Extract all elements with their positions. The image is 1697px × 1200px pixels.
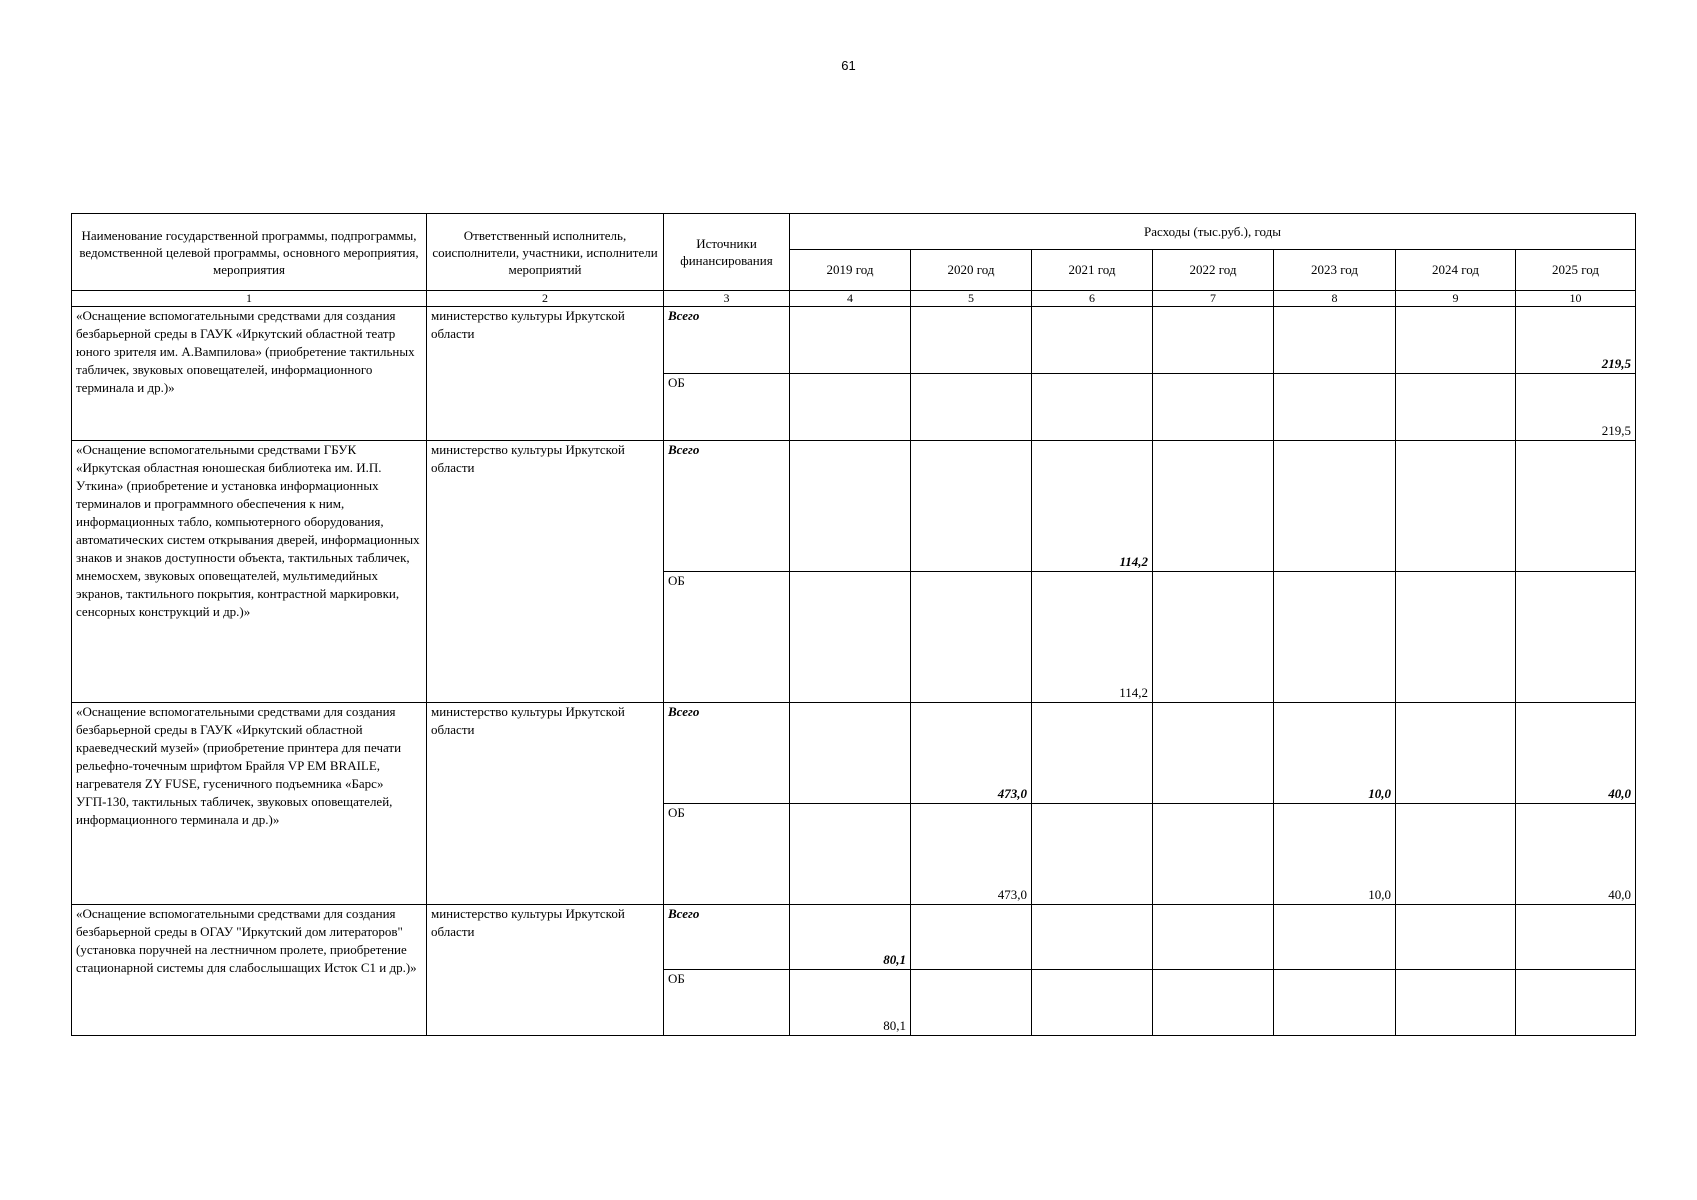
column-number: 7 (1153, 291, 1274, 307)
table-row-total (72, 703, 1636, 804)
amount-cell (1516, 572, 1636, 703)
amount-cell (1274, 905, 1396, 970)
source-total: Всего (664, 441, 790, 572)
source-total: Всего (664, 703, 790, 804)
source-ob: ОБ (664, 970, 790, 1036)
amount-cell (1274, 970, 1396, 1036)
year-header: 2022 год (1153, 250, 1274, 291)
amount-cell (911, 905, 1032, 970)
year-header: 2019 год (790, 250, 911, 291)
column-number: 8 (1274, 291, 1396, 307)
amount-cell: 219,5 (1516, 374, 1636, 441)
amount-cell (1032, 374, 1153, 441)
amount-cell: 80,1 (790, 970, 911, 1036)
amount-cell (790, 804, 911, 905)
column-number: 9 (1396, 291, 1516, 307)
amount-cell (790, 441, 911, 572)
header-expenses: Расходы (тыс.руб.), годы (790, 214, 1636, 250)
table-row-total (72, 307, 1636, 374)
amount-cell (911, 374, 1032, 441)
source-ob: ОБ (664, 804, 790, 905)
amount-cell (1153, 804, 1274, 905)
amount-cell (1032, 970, 1153, 1036)
column-number: 6 (1032, 291, 1153, 307)
activity-name: «Оснащение вспомогательными средствами для создания безбарьерной среды в ГАУК «Иркутский областной краеведческий музей» (приобретение принтера для печати рельефно-точечным шрифтом Брайля VP EM BRAILE, нагревателя ZY FUSE, гусеничного подъемника «Барс» УГП-130, тактильных табличек, звуковых оповещателей, информационного терминала и др.)» (72, 703, 427, 905)
amount-cell (1516, 441, 1636, 572)
amount-cell (790, 374, 911, 441)
amount-cell (1153, 307, 1274, 374)
amount-cell (1032, 804, 1153, 905)
source-total: Всего (664, 905, 790, 970)
budget-table (71, 213, 1636, 1036)
amount-cell: 10,0 (1274, 703, 1396, 804)
amount-cell (1516, 905, 1636, 970)
amount-cell (911, 441, 1032, 572)
source-ob: ОБ (664, 572, 790, 703)
page-number: 61 (841, 58, 856, 73)
source-total: Всего (664, 307, 790, 374)
column-number: 4 (790, 291, 911, 307)
header-name: Наименование государственной программы, подпрограммы, ведомственной целевой программы, основного мероприятия, мероприятия (72, 214, 427, 291)
amount-cell (790, 572, 911, 703)
amount-cell (1274, 572, 1396, 703)
column-number: 3 (664, 291, 790, 307)
column-number: 10 (1516, 291, 1636, 307)
source-ob: ОБ (664, 374, 790, 441)
amount-cell (911, 970, 1032, 1036)
amount-cell (1032, 703, 1153, 804)
amount-cell (1153, 905, 1274, 970)
activity-name: «Оснащение вспомогательными средствами для создания безбарьерной среды в ОГАУ "Иркутский дом литераторов" (установка поручней на лестничном пролете, приобретение стационарной системы для слабослышащих Исток С1 и др.)» (72, 905, 427, 1036)
amount-cell (1396, 374, 1516, 441)
amount-cell (1396, 572, 1516, 703)
amount-cell (1396, 804, 1516, 905)
amount-cell: 40,0 (1516, 804, 1636, 905)
amount-cell (1396, 703, 1516, 804)
amount-cell (1153, 374, 1274, 441)
amount-cell (790, 307, 911, 374)
activity-name: «Оснащение вспомогательными средствами для создания безбарьерной среды в ГАУК «Иркутский областной театр юного зрителя им. А.Вампилова» (приобретение тактильных табличек, звуковых оповещателей, информационного терминала и др.)» (72, 307, 427, 441)
year-header: 2023 год (1274, 250, 1396, 291)
header-executor: Ответственный исполнитель, соисполнители, участники, исполнители мероприятий (427, 214, 664, 291)
amount-cell (1396, 905, 1516, 970)
amount-cell (1274, 307, 1396, 374)
amount-cell: 80,1 (790, 905, 911, 970)
column-number: 1 (72, 291, 427, 307)
amount-cell: 40,0 (1516, 703, 1636, 804)
amount-cell (1153, 441, 1274, 572)
amount-cell (1274, 441, 1396, 572)
amount-cell (1396, 441, 1516, 572)
year-header: 2021 год (1032, 250, 1153, 291)
year-header: 2024 год (1396, 250, 1516, 291)
amount-cell (911, 307, 1032, 374)
amount-cell (1153, 703, 1274, 804)
amount-cell (1153, 970, 1274, 1036)
amount-cell: 473,0 (911, 804, 1032, 905)
table-row-total (72, 905, 1636, 970)
amount-cell (1274, 374, 1396, 441)
column-number: 5 (911, 291, 1032, 307)
executor: министерство культуры Иркутской области (427, 905, 664, 1036)
executor: министерство культуры Иркутской области (427, 441, 664, 703)
amount-cell: 473,0 (911, 703, 1032, 804)
amount-cell (911, 572, 1032, 703)
activity-name: «Оснащение вспомогательными средствами ГБУК «Иркутская областная юношеская библиотека им. И.П. Уткина» (приобретение и установка информационных терминалов и программного обеспечения к ним, информационных табло, компьютерного оборудования, автоматических систем открывания дверей, информационных знаков и знаков доступности объекта, тактильных табличек, мнемосхем, звуковых оповещателей, мультимедийных экранов, тактильного покрытия, контрастной маркировки, сенсорных конструкций и др.)» (72, 441, 427, 703)
amount-cell: 114,2 (1032, 572, 1153, 703)
amount-cell: 10,0 (1274, 804, 1396, 905)
amount-cell (1516, 970, 1636, 1036)
amount-cell (1032, 905, 1153, 970)
amount-cell: 219,5 (1516, 307, 1636, 374)
amount-cell (790, 703, 911, 804)
amount-cell: 114,2 (1032, 441, 1153, 572)
year-header: 2025 год (1516, 250, 1636, 291)
executor: министерство культуры Иркутской области (427, 703, 664, 905)
header-source: Источники финансирования (664, 214, 790, 291)
amount-cell (1396, 970, 1516, 1036)
column-number: 2 (427, 291, 664, 307)
amount-cell (1153, 572, 1274, 703)
executor: министерство культуры Иркутской области (427, 307, 664, 441)
table-row-total (72, 441, 1636, 572)
amount-cell (1396, 307, 1516, 374)
column-numbers-row (72, 291, 1636, 307)
amount-cell (1032, 307, 1153, 374)
year-header: 2020 год (911, 250, 1032, 291)
